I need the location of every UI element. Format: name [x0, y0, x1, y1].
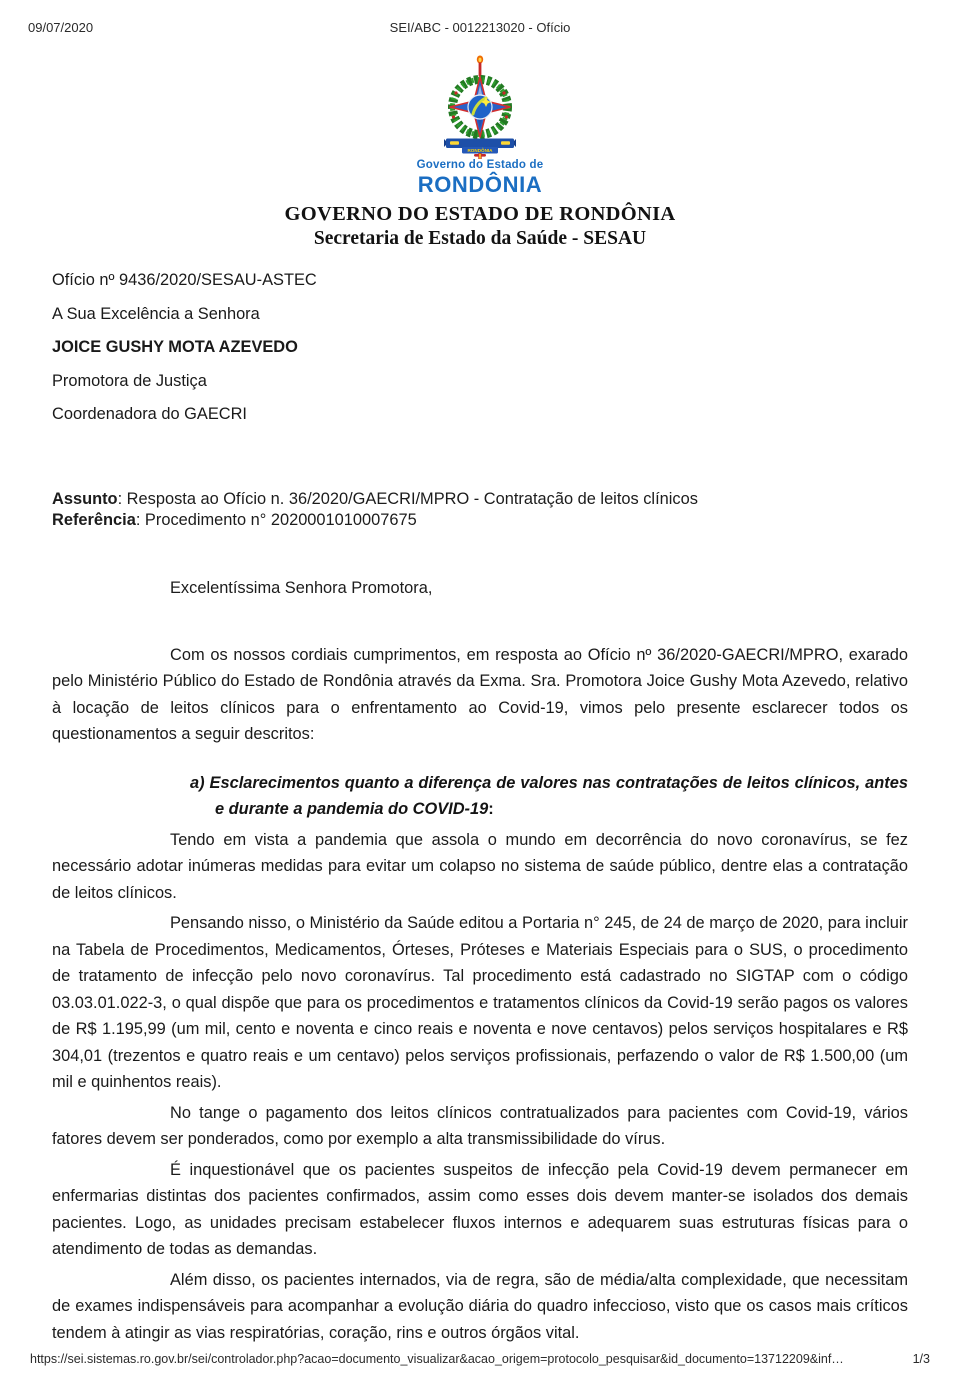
section-a-heading — [52, 770, 908, 823]
logo-state-name: RONDÔNIA — [417, 172, 543, 197]
subject-label: Assunto — [52, 489, 118, 508]
print-date: 09/07/2020 — [28, 20, 94, 35]
reference-label: Referência — [52, 511, 136, 529]
oficio-number: Ofício nº 9436/2020/SESAU-ASTEC — [52, 271, 317, 289]
print-header — [0, 0, 960, 35]
footer-url: https://sei.sistemas.ro.gov.br/sei/controlador.php?acao=documento_visualizar&acao_origem=protocolo_pesquisar&id_documento=13712209&inf… — [30, 1352, 844, 1366]
reference-text: : Procedimento n° 2020001010007675 — [135, 511, 417, 529]
addressee-intro: A Sua Excelência a Senhora — [52, 304, 260, 323]
body-paragraph-4: No tange o pagamento dos leitos clínicos contratualizados para pacientes com Covid-19, vários fatores devem ser ponderados, como por exemplo a alta transmissibilidade do vírus. — [52, 1103, 908, 1148]
section-a-text: Esclarecimentos quanto a diferença de valores nas contratações de leitos clínicos, antes e durante a pandemia do COVID-19 — [209, 773, 908, 818]
org-name-line: GOVERNO DO ESTADO DE RONDÔNIA — [284, 203, 676, 225]
letterhead — [0, 55, 960, 250]
section-a-marker: a) — [190, 773, 205, 792]
print-footer — [0, 1352, 960, 1366]
addressee-role-1: Promotora de Justiça — [52, 371, 207, 390]
body-paragraph-6: Além disso, os pacientes internados, via de regra, são de média/alta complexidade, que necessitam de exames indispensáveis para acompanhar a evolução diária do quadro infeccioso, visto que os casos mais críticos tendem à atingir as vias respiratórias, coração, rins e outros órgãos vital. — [52, 1270, 908, 1342]
subject-text: : Resposta ao Ofício n. 36/2020/GAECRI/MPRO - Contratação de leitos clínicos — [117, 489, 698, 508]
print-doc-ref: SEI/ABC - 0012213020 - Ofício — [389, 20, 571, 35]
body-paragraph-3: Pensando nisso, o Ministério da Saúde editou a Portaria n° 245, de 24 de março de 2020, para incluir na Tabela de Procedimentos, Medicamentos, Órteses, Próteses e Materiais Especiais para o SUS, o procedimento de tratamento de infecção pelo novo coronavírus. Tal procedimento está cadastrado no SIGTAP com o código 03.03.01.022-3, o qual dispõe que para os procedimentos e tratamentos clínicos da Covid-19 serão pagos os valores de R$ 1.195,99 (um mil, cento e noventa e cinco reais e noventa e nove centavos) pelos serviços hospitalares e R$ 304,01 (trezentos e quatro reais e um centavo) pelos serviços profissionais, perfazendo o valor de R$ 1.500,00 (um mil e quinhentos reais). — [52, 914, 908, 1091]
subject-line — [52, 489, 908, 511]
body-paragraph-2: Tendo em vista a pandemia que assola o mundo em decorrência do novo coronavírus, se fez necessário adotar inúmeras medidas para evitar um colapso no sistema de saúde público, dentre elas a contratação de leitos clínicos. — [52, 830, 908, 902]
subject-block — [52, 489, 908, 532]
salutation: Excelentíssima Senhora Promotora, — [170, 578, 433, 597]
body-paragraph-1: Com os nossos cordiais cumprimentos, em resposta ao Ofício nº 36/2020-GAECRI/MPRO, exarado pelo Ministério Público do Estado de Rondônia através da Exma. Sra. Promotora Joice Gushy Mota Azevedo, relativo à locação de leitos clínicos para o enfrentamento ao Covid-19, vimos pelo presente esclarecer todos os questionamentos a seguir descritos: — [52, 645, 908, 743]
reference-line — [52, 510, 908, 532]
org-dept-line: Secretaria de Estado da Saúde - SESAU — [313, 228, 647, 249]
address-block — [52, 264, 908, 432]
letter-content — [0, 264, 960, 1346]
crest-banner-text: RONDÔNIA — [467, 148, 493, 153]
page-indicator: 1/3 — [912, 1352, 930, 1366]
body-paragraph-5: É inquestionável que os pacientes suspeitos de infecção pela Covid-19 devem permanecer em enfermarias distintas dos pacientes confirmados, assim como esses dois devem manter-se isolados dos demais pacientes. Logo, as unidades precisam estabelecer fluxos internos e adequarem suas estruturas físicas para o atendimento de todas as demandas. — [52, 1160, 908, 1258]
addressee-name: JOICE GUSHY MOTA AZEVEDO — [52, 338, 298, 356]
section-a-colon: : — [488, 800, 494, 818]
rondonia-coat-of-arms-icon — [436, 55, 524, 159]
addressee-role-2: Coordenadora do GAECRI — [52, 405, 247, 423]
logo-caption: Governo do Estado de — [416, 159, 544, 171]
